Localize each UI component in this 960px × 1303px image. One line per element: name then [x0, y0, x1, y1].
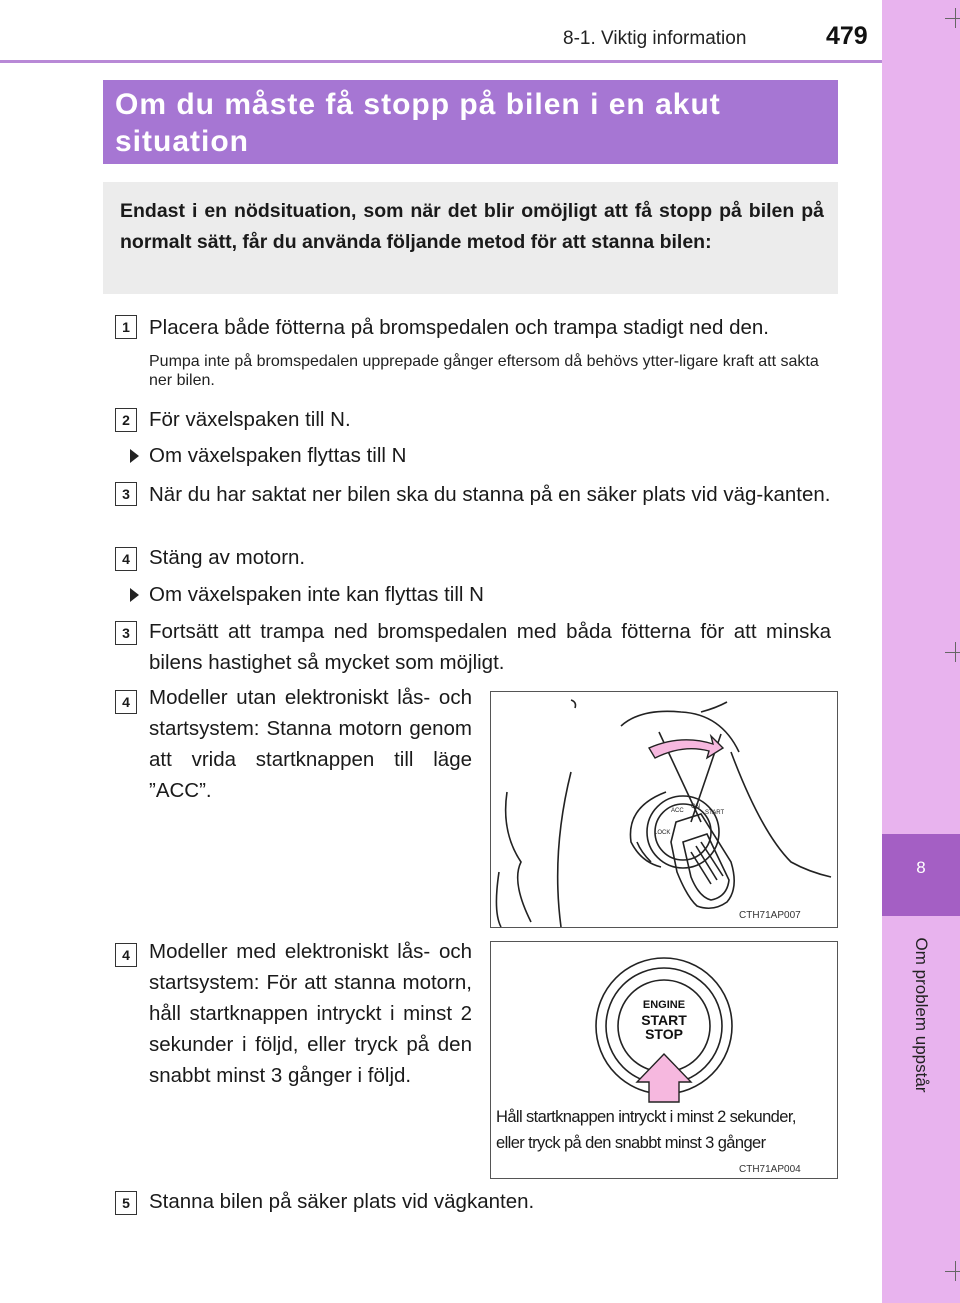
button-label-stop: STOP	[645, 1026, 683, 1042]
figure-code: CTH71AP007	[739, 910, 801, 921]
svg-text:LOCK: LOCK	[654, 830, 671, 836]
intro-text: Endast i en nödsituation, som när det blir omöjligt att få stopp på bilen på normalt sätt, får du använda följande metod för att stanna bilen:	[120, 200, 824, 253]
step-text: Stanna bilen på säker plats vid vägkanten.	[149, 1190, 535, 1213]
step-text: Modeller med elektroniskt lås- och startsystem: För att stanna motorn, håll startknappen intryckt i minst 2 sekunder i följd, eller tryck på den snabbt minst 3 gånger i följd.	[149, 940, 472, 1087]
page-title: Om du måste få stopp på bilen i en akut situation	[115, 88, 721, 158]
svg-text:ON: ON	[691, 804, 700, 810]
bullet-heading: Om växelspaken flyttas till N	[149, 444, 407, 467]
step-number: 1	[115, 315, 137, 339]
step-text: Fortsätt att trampa ned bromspedalen med båda fötterna för att minska bilens hastighet så mycket som möjligt.	[149, 620, 831, 674]
step-number: 4	[115, 943, 137, 967]
step-number: 2	[115, 408, 137, 432]
step-number: 3	[115, 621, 137, 645]
button-label-start: START	[641, 1012, 687, 1028]
bullet-triangle-icon	[130, 449, 139, 463]
ignition-key-illustration	[491, 692, 837, 927]
figure-code: CTH71AP004	[739, 1164, 801, 1175]
svg-text:START: START	[705, 810, 725, 816]
chapter-number: 8	[916, 858, 926, 877]
step-number: 5	[115, 1191, 137, 1215]
step-text: Placera både fötterna på bromspedalen och trampa stadigt ned den.	[149, 316, 769, 339]
step-number: 4	[115, 547, 137, 571]
bullet-heading: Om växelspaken inte kan flyttas till N	[149, 583, 484, 606]
button-label-engine: ENGINE	[642, 999, 686, 1011]
step-text: Modeller utan elektroniskt lås- och startsystem: Stanna motorn genom att vrida startknappen till läge ”ACC”.	[149, 686, 472, 802]
figure-caption-line2: eller tryck på den snabbt minst 3 gånger	[496, 1134, 766, 1152]
step-number: 4	[115, 690, 137, 714]
figure-caption-line1: Håll startknappen intryckt i minst 2 sekunder,	[496, 1108, 796, 1126]
svg-text:ACC: ACC	[671, 808, 684, 814]
step-note: Pumpa inte på bromspedalen upprepade gånger eftersom då behövs ytter-ligare kraft att sakta ner bilen.	[149, 353, 819, 389]
section-title: 8-1. Viktig information	[563, 28, 747, 49]
rotate-arrow-icon	[649, 736, 723, 758]
page-number: 479	[826, 22, 868, 50]
step-text: För växelspaken till N.	[149, 408, 351, 431]
bullet-triangle-icon	[130, 588, 139, 602]
header-rule	[0, 60, 882, 63]
engine-start-stop-figure	[490, 941, 838, 1179]
chapter-label: Om problem uppstår	[912, 937, 931, 1093]
ignition-key-figure	[490, 691, 838, 928]
step-number: 3	[115, 482, 137, 506]
step-text: När du har saktat ner bilen ska du stanna på en säker plats vid väg-kanten.	[149, 483, 831, 506]
step-text: Stäng av motorn.	[149, 546, 306, 569]
